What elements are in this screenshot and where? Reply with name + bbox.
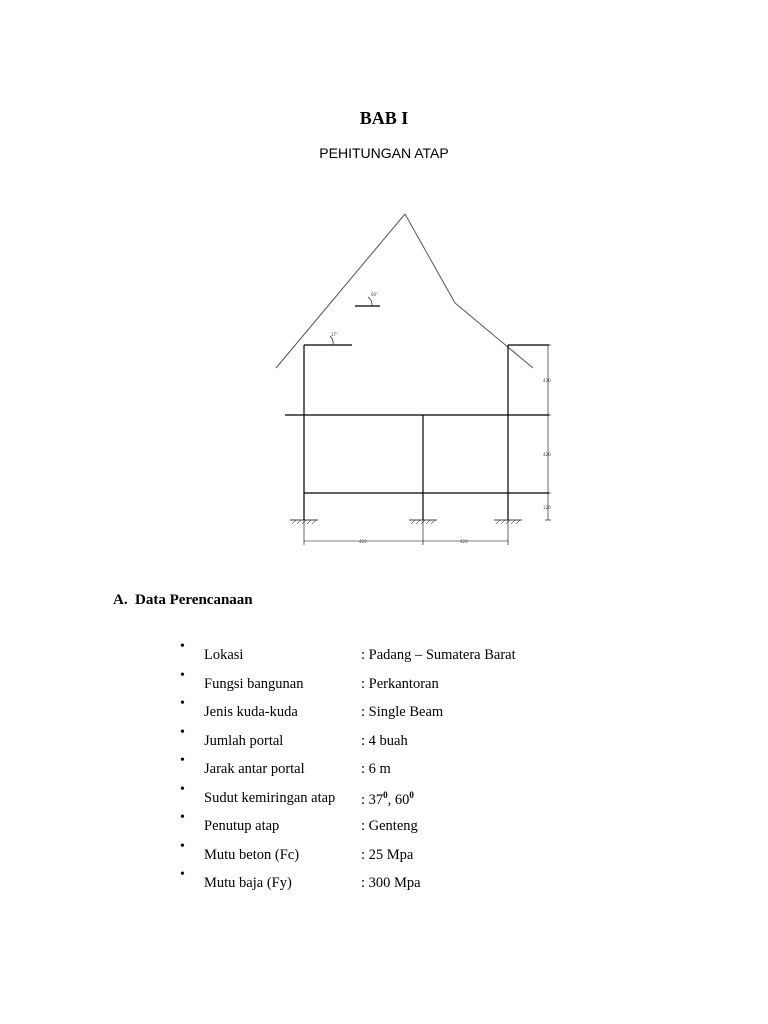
list-item	[180, 696, 580, 729]
list-item	[180, 667, 580, 701]
bullet-icon: •	[180, 696, 185, 711]
roof-right-upper-slope	[405, 214, 455, 303]
list-item	[180, 639, 580, 672]
spec-list	[180, 639, 580, 900]
list-item	[180, 810, 580, 843]
spec-value: : Genteng	[361, 818, 418, 834]
spec-value	[361, 790, 414, 809]
spec-label: Jumlah portal	[204, 732, 284, 749]
spec-value: : 300 Mpa	[361, 875, 421, 891]
dim-label-bay-right: 420	[460, 539, 468, 544]
spec-value: : 6 m	[361, 761, 391, 777]
angle-label-lower: 37°	[331, 332, 339, 337]
degree-superscript: 0	[383, 789, 388, 800]
frame-lines	[285, 306, 549, 520]
dim-label-lower: 120	[543, 505, 551, 510]
bullet-icon: •	[180, 667, 185, 683]
bullet-icon: •	[180, 810, 185, 825]
supports	[290, 520, 522, 524]
section-title: Data Perencanaan	[135, 592, 253, 608]
spec-value: : Padang – Sumatera Barat	[361, 647, 516, 663]
list-item	[180, 838, 580, 872]
dim-label-bay-left: 420	[359, 539, 367, 544]
value-text: , 60	[387, 791, 410, 808]
bullet-icon: •	[180, 838, 185, 854]
spec-label: Jarak antar portal	[204, 761, 305, 777]
section-number: A.	[113, 592, 128, 608]
list-item	[180, 753, 580, 786]
dim-label-upper: 420	[543, 378, 551, 383]
spec-value: : Perkantoran	[361, 675, 439, 692]
roof-right-lower-slope	[455, 303, 533, 368]
spec-value: : Single Beam	[361, 704, 444, 720]
list-item	[180, 867, 580, 900]
spec-value: : 4 buah	[361, 732, 408, 749]
spec-value: : 25 Mpa	[361, 846, 414, 863]
bullet-icon: •	[180, 724, 185, 740]
bullet-icon: •	[180, 867, 185, 882]
value-text: : 37	[361, 791, 384, 808]
spec-label: Mutu beton (Fc)	[204, 846, 300, 863]
list-item	[180, 781, 580, 815]
list-item	[180, 724, 580, 758]
bullet-icon: •	[180, 781, 185, 797]
dim-label-middle: 420	[543, 452, 551, 457]
spec-label: Sudut kemiringan atap	[204, 789, 336, 806]
section-heading	[113, 592, 253, 609]
page-subtitle: PEHITUNGAN ATAP	[319, 145, 449, 161]
chapter-title: BAB I	[359, 108, 409, 128]
spec-label: Jenis kuda-kuda	[204, 704, 298, 720]
spec-label: Penutup atap	[204, 818, 280, 834]
bullet-icon: •	[180, 753, 185, 768]
spec-label: Fungsi bangunan	[204, 675, 304, 692]
spec-label: Lokasi	[204, 647, 244, 663]
spec-label: Mutu baja (Fy)	[204, 875, 292, 891]
dimension-lines	[304, 297, 551, 545]
angle-label-upper: 60°	[371, 292, 379, 297]
degree-superscript: 0	[409, 789, 414, 800]
bullet-icon: •	[180, 639, 185, 654]
